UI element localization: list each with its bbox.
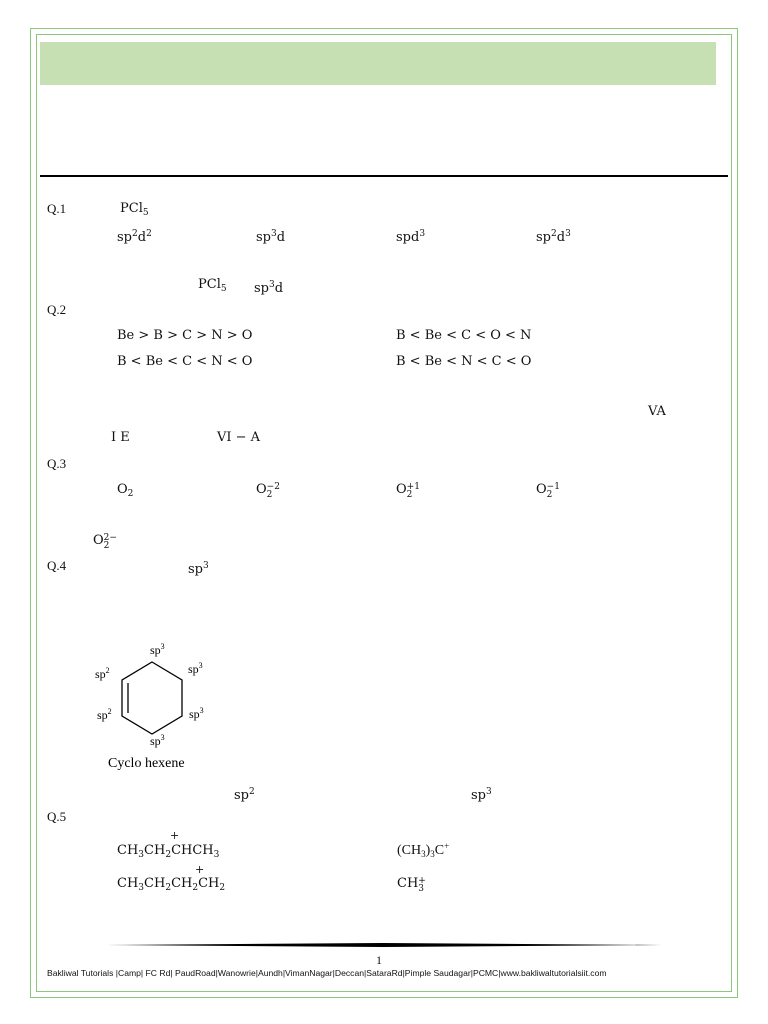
carbon-label-lower-left: $sp^2$ (97, 707, 112, 722)
q1-number: Q.1 (47, 201, 67, 216)
q5-number: Q.5 (47, 809, 67, 824)
q5-option-c-charge: + (195, 863, 205, 876)
page-number: 1 (376, 953, 382, 967)
carbon-label-upper-left: $sp^2$ (95, 666, 110, 681)
q1-formula: PCl$_5$ (120, 201, 149, 218)
q2-number: Q.2 (47, 302, 67, 317)
q1-option-a: $sp^2d^2$ (117, 229, 152, 245)
q1-option-c: spd$^3$ (396, 229, 426, 245)
q2-note-via: VI − A (217, 430, 261, 445)
q1-option-d: $sp^2d^3$ (536, 229, 571, 245)
q2-option-c: B < Be < C < N < O (117, 354, 253, 369)
q2-option-d: B < Be < N < C < O (396, 354, 532, 369)
q4-answer-b: $sp^3$ (471, 787, 492, 803)
molecule-name: Cyclo hexene (108, 756, 185, 771)
footer-divider (106, 943, 662, 947)
q5-option-c: $CH_3CH_2CH_2CH_2$ (117, 876, 226, 893)
q4-hybridisation: $sp^3$ (188, 561, 209, 577)
header-banner (40, 42, 716, 85)
header-rule (40, 175, 728, 177)
q5-option-d: CH + 3 (397, 876, 426, 894)
q3-number: Q.3 (47, 456, 67, 471)
q4-number: Q.4 (47, 558, 67, 573)
q3-option-d: O −1 2 (536, 482, 560, 500)
q3-option-c: O +1 2 (396, 482, 420, 500)
q1-answer-hybridisation: $sp^3d$ (254, 280, 284, 296)
q2-note-ie: I E (111, 430, 130, 445)
q3-answer: O 2− 2 (93, 533, 117, 551)
footer-branches: Bakliwal Tutorials |Camp| FC Rd| PaudRoad|Wanowrie|Aundh|VimanNagar|Deccan|SataraRd|Pimple Saudagar|PCMC|www.bakliwaltutorialsiit.com (47, 968, 607, 978)
cyclohexene-ring (122, 662, 182, 734)
q1-option-b: $sp^3d$ (256, 229, 286, 245)
carbon-label-upper-right: $sp^3$ (188, 661, 203, 676)
carbon-label-bottom: $sp^3$ (150, 733, 165, 748)
q3-option-b: O −2 2 (256, 482, 280, 500)
cyclohexene-structure (90, 638, 240, 778)
carbon-label-lower-right: $sp^3$ (189, 706, 204, 721)
carbon-label-top: $sp^3$ (150, 642, 165, 657)
q3-option-a: $O_2$ (117, 482, 134, 499)
q5-option-a-charge: + (170, 829, 180, 842)
q4-answer-a: $sp^2$ (234, 787, 255, 803)
q5-option-a: $CH_3CH_2CHCH_3$ (117, 843, 220, 860)
q2-option-b: B < Be < C < O < N (396, 328, 532, 343)
q5-option-b: $(CH_3)_3C^+$ (397, 841, 450, 859)
q2-option-a: Be > B > C > N > O (117, 328, 253, 343)
q2-note-va: VA (648, 404, 666, 419)
q1-answer-formula: PCl$_5$ (198, 277, 227, 294)
